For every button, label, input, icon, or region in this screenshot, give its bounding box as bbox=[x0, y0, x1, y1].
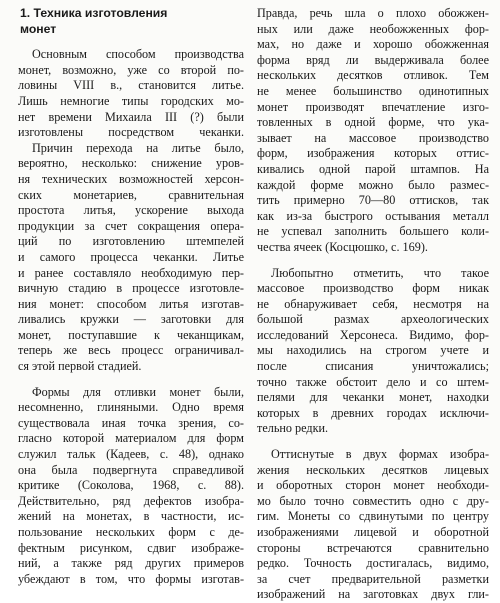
text-line: ных или даже необожженных фор- bbox=[257, 21, 489, 36]
text-line: и самого процесса чеканки. Литье bbox=[18, 249, 244, 264]
text-line: как из-за быстрого остывания металл bbox=[257, 208, 489, 223]
text-line: не менее большинство одинотипных bbox=[257, 83, 489, 98]
text-line: зывает на массовое производство bbox=[257, 130, 489, 145]
paragraph bbox=[257, 266, 489, 438]
text-line: Действительно, ряд дефектов изобра- bbox=[18, 493, 244, 508]
text-line: нескольких десятков отливок. Тем bbox=[257, 68, 489, 83]
text-line: изображений на заготовках двух гли- bbox=[257, 587, 489, 602]
text-line: простота литья, ускорение выхода bbox=[18, 203, 244, 218]
text-line: не успевал заполнить большего коли- bbox=[257, 224, 489, 239]
text-line: вичную стадию в процессе изготовле- bbox=[18, 281, 244, 296]
paragraph-gap bbox=[257, 437, 489, 447]
text-line: гим. Монеты со сдвинутыми по центру bbox=[257, 509, 489, 524]
text-line: нет времени Михаила III (?) были bbox=[18, 109, 244, 124]
text-line: чества ячеек (Косцюшко, с. 169). bbox=[257, 239, 428, 254]
text-line: не обнаруживает себя, несмотря на bbox=[257, 296, 489, 311]
text-line: ня технических возможностей херсон- bbox=[18, 171, 244, 186]
text-line: тельно редки. bbox=[257, 421, 329, 436]
text-line: за счет предварительной разметки bbox=[257, 571, 489, 586]
text-line: Оттиснутые в двух формах изобра- bbox=[271, 447, 489, 462]
text-line: товленных в одной форме, что ука- bbox=[257, 115, 489, 130]
text-line: изображениями лицевой и оборотной bbox=[257, 525, 489, 539]
text-line: монет, поступавшие к чеканщикам, bbox=[18, 327, 244, 342]
text-line: ний, а также ряд других примеров bbox=[18, 556, 244, 571]
text-line: кивались одной парой штампов. На bbox=[257, 161, 489, 176]
text-line: монет, возможно, уже со второй по- bbox=[18, 62, 244, 77]
text-line: после списания уничтожались; bbox=[257, 359, 489, 374]
text-line: ливались кружки — заготовки для bbox=[18, 312, 244, 327]
text-line: вероятно, несколько: снижение уров- bbox=[18, 156, 244, 171]
paragraph-gap bbox=[18, 375, 244, 385]
text-line: исследований Херсонеса. Видимо, фор- bbox=[257, 327, 489, 342]
section-heading-line-1: 1. Техника изготовления bbox=[20, 6, 168, 20]
text-line: ния монет: способом литья изготав- bbox=[18, 296, 244, 311]
right-column bbox=[257, 6, 489, 603]
text-line: каждой форме можно было размес- bbox=[257, 177, 489, 192]
text-line: ских монетариев, сравнительная bbox=[18, 187, 244, 202]
text-line: она была подвергнута справедливой bbox=[18, 462, 244, 477]
paragraph bbox=[18, 385, 244, 588]
text-line: форм, изображения которых оттис- bbox=[257, 146, 489, 161]
text-line: служил тальк (Кадеев, с. 48), однако bbox=[18, 447, 244, 462]
paragraph bbox=[18, 47, 244, 374]
paragraph bbox=[257, 447, 489, 603]
text-line: Основным способом производства bbox=[32, 47, 244, 62]
text-line: Любопытно отметить, что такое bbox=[271, 265, 489, 280]
text-line: Правда, речь шла о плохо обожжен- bbox=[257, 6, 489, 20]
text-line: жений на монетах, в частности, ис- bbox=[18, 509, 244, 524]
text-line: гласно которой материалом для форм bbox=[18, 431, 244, 446]
text-line: форма вряд ли выдерживала более bbox=[257, 52, 489, 67]
text-line: тить примерно 70—80 оттисков, так bbox=[257, 193, 489, 208]
paragraph-gap bbox=[257, 256, 489, 266]
text-line: мах, но даже и хорошо обожженная bbox=[257, 37, 489, 52]
text-line: теперь же весь процесс ограничивал- bbox=[18, 343, 244, 358]
text-line: Формы для отливки монет были, bbox=[32, 384, 244, 399]
text-line: несомненно, глиняными. Одно время bbox=[18, 400, 244, 415]
text-line: продукции за счет сокращения опера- bbox=[18, 218, 244, 233]
text-line: Лишь немногие типы городских мо- bbox=[18, 93, 244, 108]
text-line: Причин перехода на литье было, bbox=[32, 140, 244, 155]
text-line: которых в древних городах исключи- bbox=[257, 405, 489, 420]
left-column bbox=[18, 6, 244, 587]
text-line: ций по изготовлению штемпелей bbox=[18, 234, 244, 249]
text-line: мо было точно совместить одно с дру- bbox=[257, 493, 489, 508]
text-line: точно также обстоит дело и со штем- bbox=[257, 374, 489, 389]
text-line: пользование нескольких форм с де- bbox=[18, 525, 244, 539]
text-line: мы находились на строгом учете и bbox=[257, 343, 489, 358]
text-line: изготовлены посредством чеканки. bbox=[18, 125, 244, 140]
text-line: редко. Точность достигалась, видимо, bbox=[257, 556, 489, 571]
text-line: существовала иная точка зрения, со- bbox=[18, 415, 244, 430]
text-line: и оборотных сторон монет необходи- bbox=[257, 478, 489, 493]
text-line: жения нескольких десятков лицевых bbox=[257, 462, 489, 477]
text-line: массовое производство форм никак bbox=[257, 281, 489, 296]
text-line: стороны встречаются сравнительно bbox=[257, 540, 489, 555]
text-line: фектным рисунком, сдвиг изображе- bbox=[18, 540, 244, 555]
section-heading bbox=[18, 6, 244, 37]
text-line: монет производят впечатление изго- bbox=[257, 99, 489, 114]
text-line: ловины VIII в., становится литье. bbox=[18, 78, 244, 93]
text-line: ся этой первой стадией. bbox=[18, 359, 142, 374]
text-line: убеждают в том, что формы изготав- bbox=[18, 571, 244, 586]
text-line: и ранее составляло необходимую пер- bbox=[18, 265, 244, 280]
section-heading-line-2: монет bbox=[20, 21, 57, 36]
paragraph bbox=[257, 6, 489, 256]
text-line: критике (Соколова, 1968, с. 88). bbox=[18, 478, 244, 493]
text-line: большой размах археологических bbox=[257, 312, 489, 327]
text-line: пелями для чеканки монет, находки bbox=[257, 390, 489, 405]
